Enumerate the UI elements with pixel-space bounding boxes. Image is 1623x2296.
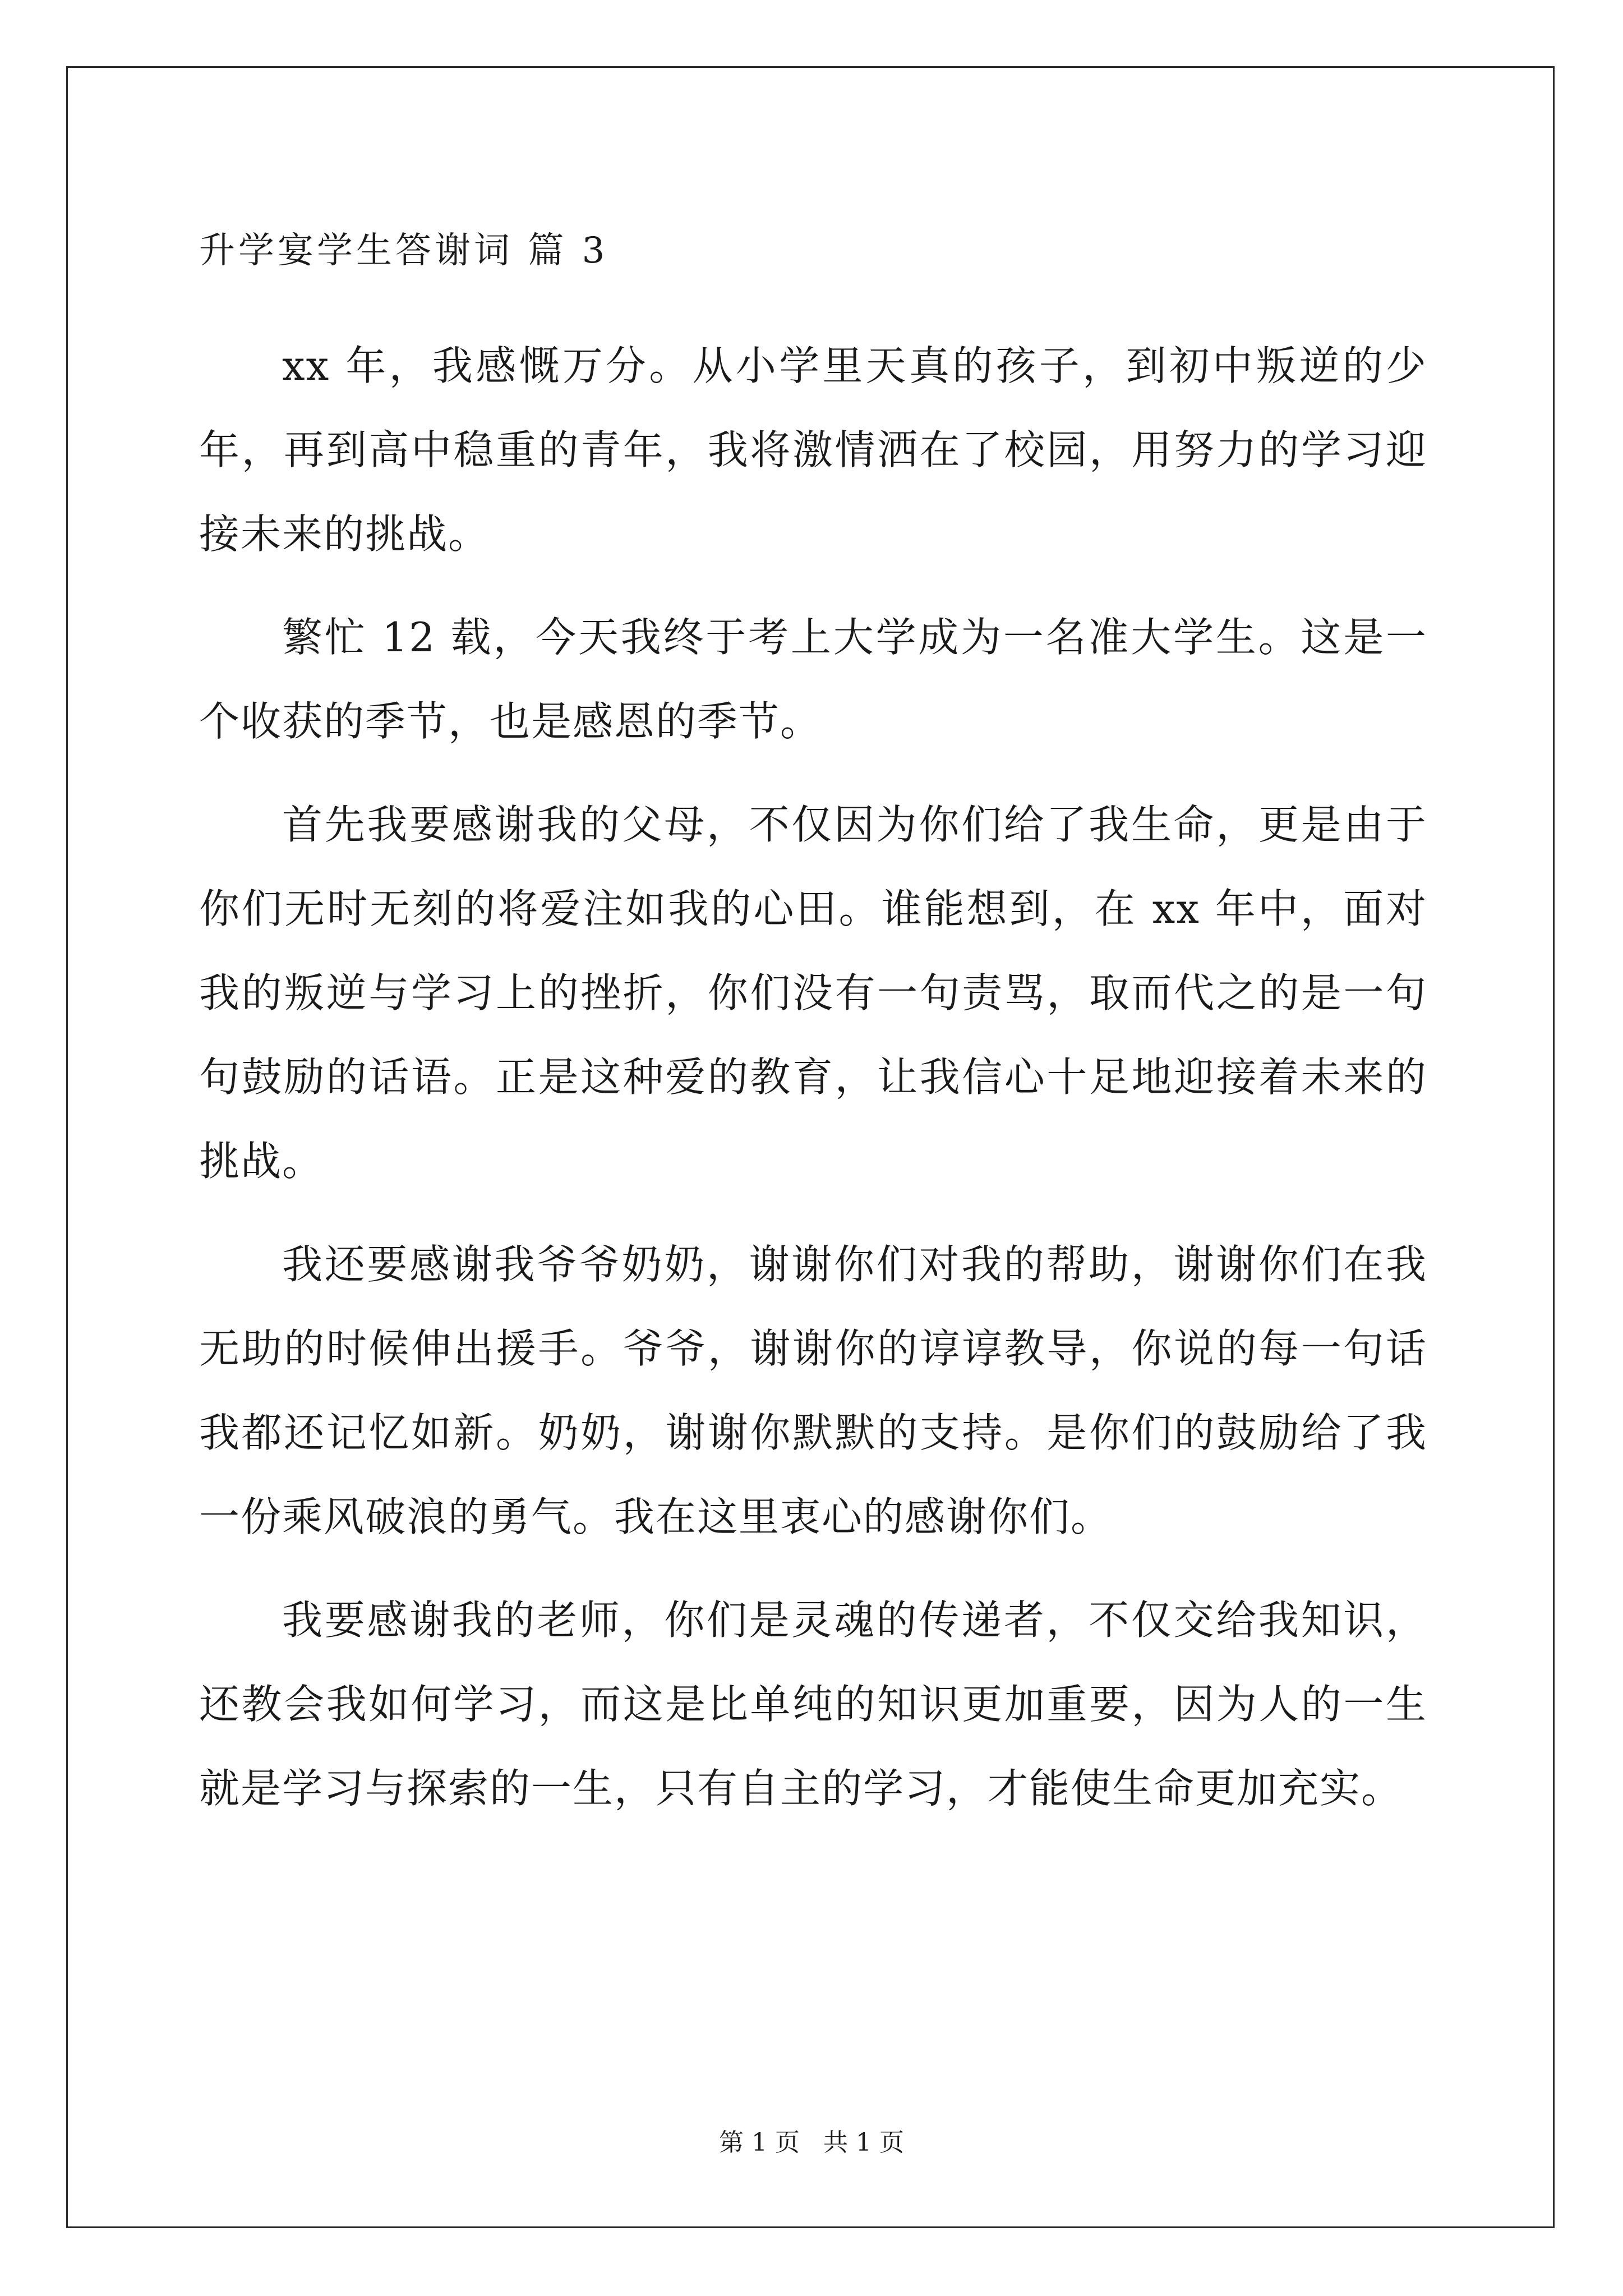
paragraph-2: 繁忙 12 载，今天我终于考上大学成为一名准大学生。这是一个收获的季节，也是感恩的季节。 <box>199 614 1427 745</box>
paragraph-5: 我要感谢我的老师，你们是灵魂的传递者，不仅交给我知识，还教会我如何学习，而这是比单纯的知识更加重要，因为人的一生就是学习与探索的一生，只有自主的学习，才能使生命更加充实。 <box>199 1596 1427 1812</box>
page-footer: 第 1 页 共 1 页 <box>719 2128 904 2157</box>
paragraph-3: 首先我要感谢我的父母，不仅因为你们给了我生命，更是由于你们无时无刻的将爱注如我的心田。谁能想到，在 xx 年中，面对我的叛逆与学习上的挫折，你们没有一句责骂，取而代之的是一句句鼓励的话语。正是这种爱的教育，让我信心十足地迎接着未来的挑战。 <box>199 801 1427 1185</box>
document-title: 升学宴学生答谢词 篇 3 <box>199 230 608 272</box>
document-body <box>199 222 1427 1849</box>
paragraph-1: xx 年，我感慨万分。从小学里天真的孩子，到初中叛逆的少年，再到高中稳重的青年，我将激情洒在了校园，用努力的学习迎接未来的挑战。 <box>199 342 1427 558</box>
paragraph-4: 我还要感谢我爷爷奶奶，谢谢你们对我的帮助，谢谢你们在我无助的时候伸出援手。爷爷，谢谢你的谆谆教导，你说的每一句话我都还记忆如新。奶奶，谢谢你默默的支持。是你们的鼓励给了我一份乘风破浪的勇气。我在这里衷心的感谢你们。 <box>199 1241 1427 1540</box>
